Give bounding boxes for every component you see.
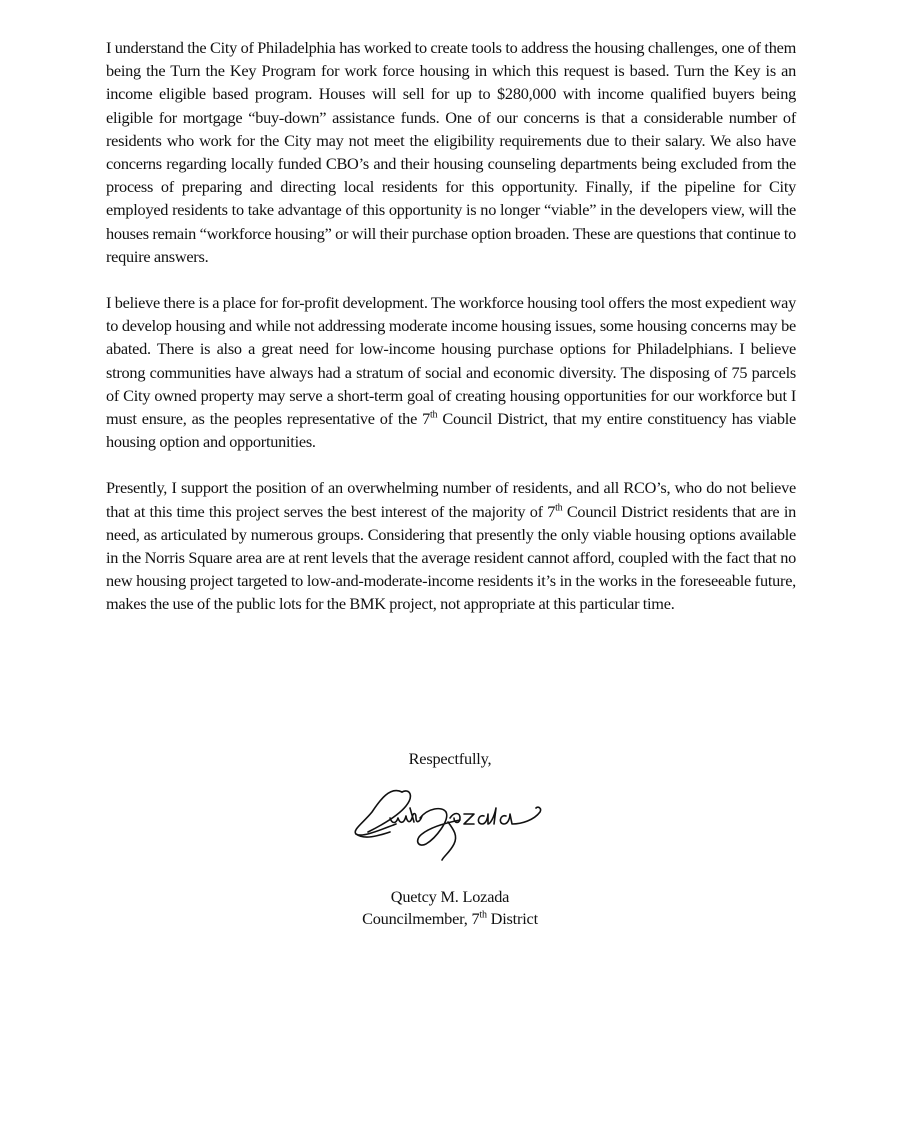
letter-body: [106, 36, 796, 639]
paragraph-housing-challenges: I understand the City of Philadelphia has worked to create tools to address the housing challenges, one of them being the Turn the Key Program for work force housing in which this request is based. Turn the Key is an income eligible based program. Houses will sell for up to $280,000 with income qualified buyers being eligible for mortgage “buy-down” assistance funds. One of our concerns is that a considerable number of residents who work for the City may not meet the eligibility requirements due to their salary. We also have concerns regarding locally funded CBO’s and their housing counseling departments being excluded from the process of preparing and directing local residents for this opportunity. Finally, if the pipeline for City employed residents to take advantage of this opportunity is no longer “viable” in the developers view, will the houses remain “workforce housing” or will their purchase option broaden. These are questions that continue to require answers.: [106, 38, 796, 266]
signatory-title: [0, 908, 900, 930]
ordinal-suffix: th: [555, 502, 563, 514]
paragraph-text: Council District, that my entire constituency has viable housing option and opportunities.: [106, 409, 796, 452]
signature-icon: [350, 778, 550, 868]
signatory-name: Quetcy M. Lozada: [390, 887, 510, 906]
closing-salutation: Respectfully,: [408, 749, 492, 768]
paragraph-text: Presently, I support the position of an overwhelming number of residents, and all RCO’s, who do not believe that at this time this project serves the best interest of the majority of 7: [106, 478, 796, 521]
paragraph-text: I believe there is a place for for-profit development. The workforce housing tool offers the most expedient way to develop housing and while not addressing moderate income housing issues, some housing concerns may be abated. There is also a great need for low-income housing purchase options for Philadelphians. I believe strong communities have always had a stratum of social and economic diversity. The disposing of 75 parcels of City owned property may serve a short-term goal of creating housing opportunities for our workforce but I must ensure, as the peoples representative of the 7: [106, 293, 796, 429]
ordinal-suffix: th: [430, 409, 438, 421]
title-text: Councilmember, 7: [362, 909, 480, 928]
paragraph-text: Council District residents that are in need, as articulated by numerous groups. Considering that presently the only viable housing options available in the Norris Square area are at rent levels that the average resident cannot afford, coupled with the fact that no new housing project targeted to low-and-moderate-income residents it’s in the works in the foreseeable future, makes the use of the public lots for the BMK project, not appropriate at this particular time.: [106, 501, 796, 614]
paragraph-position-statement: [106, 476, 796, 615]
ordinal-suffix: th: [479, 909, 487, 921]
paragraph-for-profit-development: [106, 291, 796, 453]
title-text: District: [486, 909, 538, 928]
